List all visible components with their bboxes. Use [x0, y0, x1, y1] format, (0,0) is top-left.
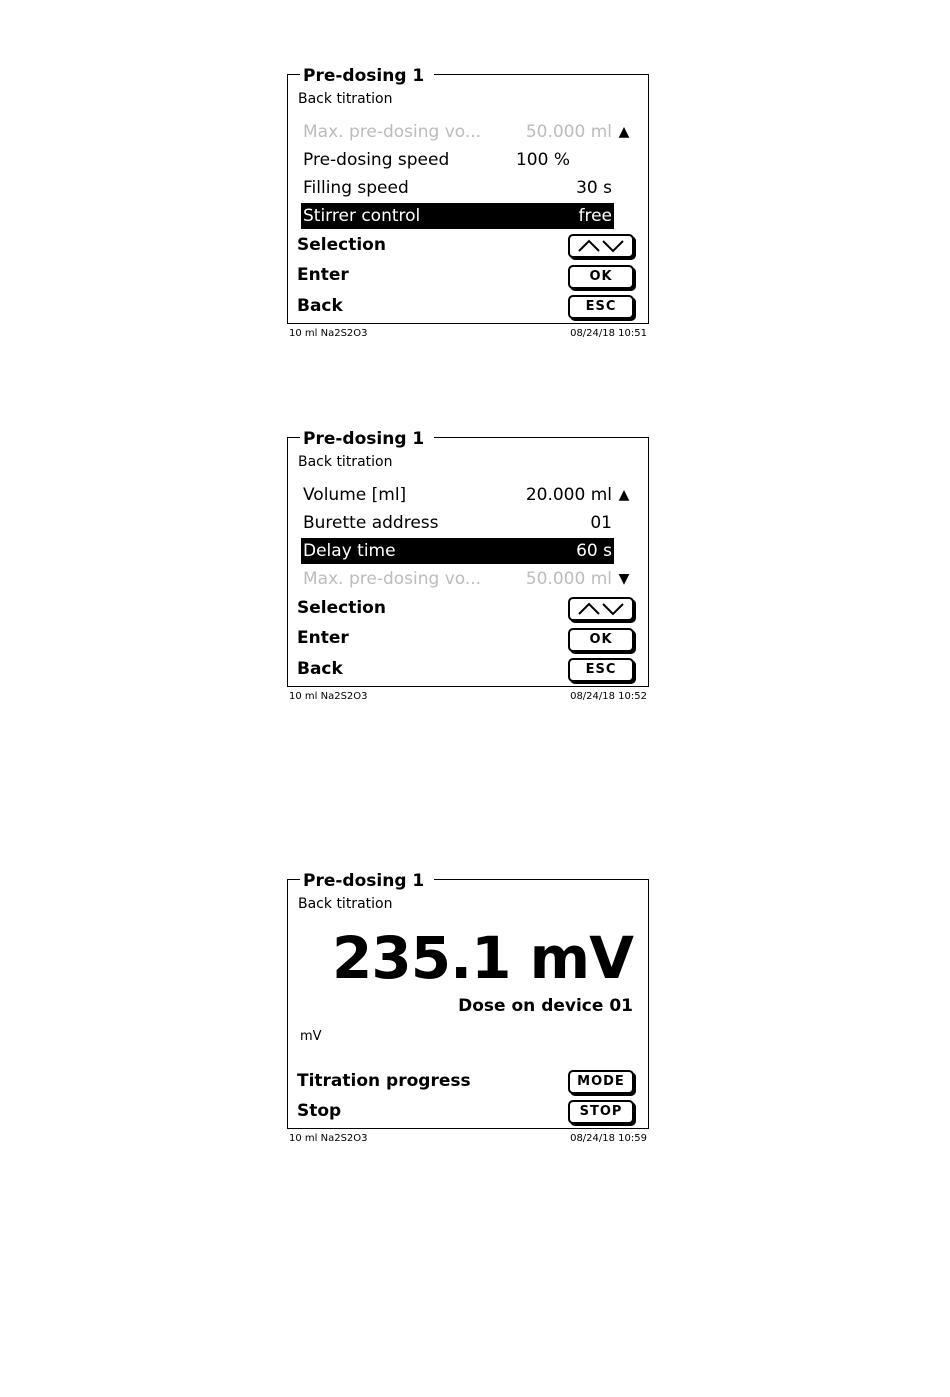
nav-enter-label: Enter — [297, 628, 349, 648]
mode-key[interactable]: MODE — [568, 1070, 634, 1094]
param-label: Pre-dosing speed — [303, 150, 450, 170]
ok-key[interactable]: OK — [568, 265, 634, 289]
esc-key[interactable]: ESC — [568, 658, 634, 682]
nav-back-label: Back — [297, 296, 343, 316]
param-value: 30 s — [576, 178, 612, 198]
param-label: Filling speed — [303, 178, 409, 198]
ok-key[interactable]: OK — [568, 628, 634, 652]
nav-titration-progress-label: Titration progress — [297, 1071, 471, 1091]
screen-subtitle: Back titration — [298, 454, 393, 470]
nav-enter-label: Enter — [297, 265, 349, 285]
param-value: free — [578, 206, 612, 226]
scroll-up-arrow-icon: ▲ — [618, 124, 630, 140]
param-burette-address[interactable] — [301, 510, 614, 536]
date-time: 08/24/18 10:59 — [570, 1133, 647, 1144]
param-max-predosing-volume — [301, 566, 614, 592]
param-value: 50.000 ml — [525, 569, 612, 589]
up-down-key[interactable] — [568, 597, 634, 621]
param-value: 50.000 ml — [525, 122, 612, 142]
up-down-key[interactable] — [568, 234, 634, 258]
up-down-arrows-icon — [575, 601, 627, 617]
param-filling-speed[interactable] — [301, 175, 614, 201]
param-value: 100 % — [515, 150, 570, 170]
nav-stop-label: Stop — [297, 1101, 342, 1121]
date-time: 08/24/18 10:52 — [570, 691, 647, 702]
stop-key[interactable]: STOP — [568, 1100, 634, 1124]
scroll-down-arrow-icon: ▼ — [618, 571, 630, 587]
screen-subtitle: Back titration — [298, 896, 393, 912]
param-delay-time[interactable] — [301, 538, 614, 564]
screen-title: Pre-dosing 1 — [300, 429, 434, 449]
dose-status: Dose on device 01 — [458, 996, 633, 1016]
date-time: 08/24/18 10:51 — [570, 328, 647, 339]
unit-label: mV — [300, 1029, 322, 1044]
nav-selection-label: Selection — [297, 235, 386, 255]
up-down-arrows-icon — [575, 238, 627, 254]
measurement-value: 235.1 mV — [332, 924, 633, 992]
method-name: 10 ml Na2S2O3 — [289, 691, 368, 702]
param-predosing-speed[interactable] — [301, 147, 614, 173]
param-volume[interactable] — [301, 482, 614, 508]
esc-key[interactable]: ESC — [568, 295, 634, 319]
param-label: Stirrer control — [303, 206, 421, 226]
param-value: 20.000 ml — [525, 485, 612, 505]
param-label: Burette address — [303, 513, 439, 533]
screen-subtitle: Back titration — [298, 91, 393, 107]
param-value: 01 — [590, 513, 612, 533]
method-name: 10 ml Na2S2O3 — [289, 1133, 368, 1144]
param-label: Volume [ml] — [303, 485, 407, 505]
nav-back-label: Back — [297, 659, 343, 679]
param-label: Max. pre-dosing vo... — [303, 569, 482, 589]
param-label: Max. pre-dosing vo... — [303, 122, 482, 142]
param-label: Delay time — [303, 541, 396, 561]
param-stirrer-control[interactable] — [301, 203, 614, 229]
screen-title: Pre-dosing 1 — [300, 871, 434, 891]
param-value: 60 s — [576, 541, 612, 561]
method-name: 10 ml Na2S2O3 — [289, 328, 368, 339]
nav-selection-label: Selection — [297, 598, 386, 618]
screen-title: Pre-dosing 1 — [300, 66, 434, 86]
param-max-predosing-volume — [301, 119, 614, 145]
scroll-up-arrow-icon: ▲ — [618, 487, 630, 503]
